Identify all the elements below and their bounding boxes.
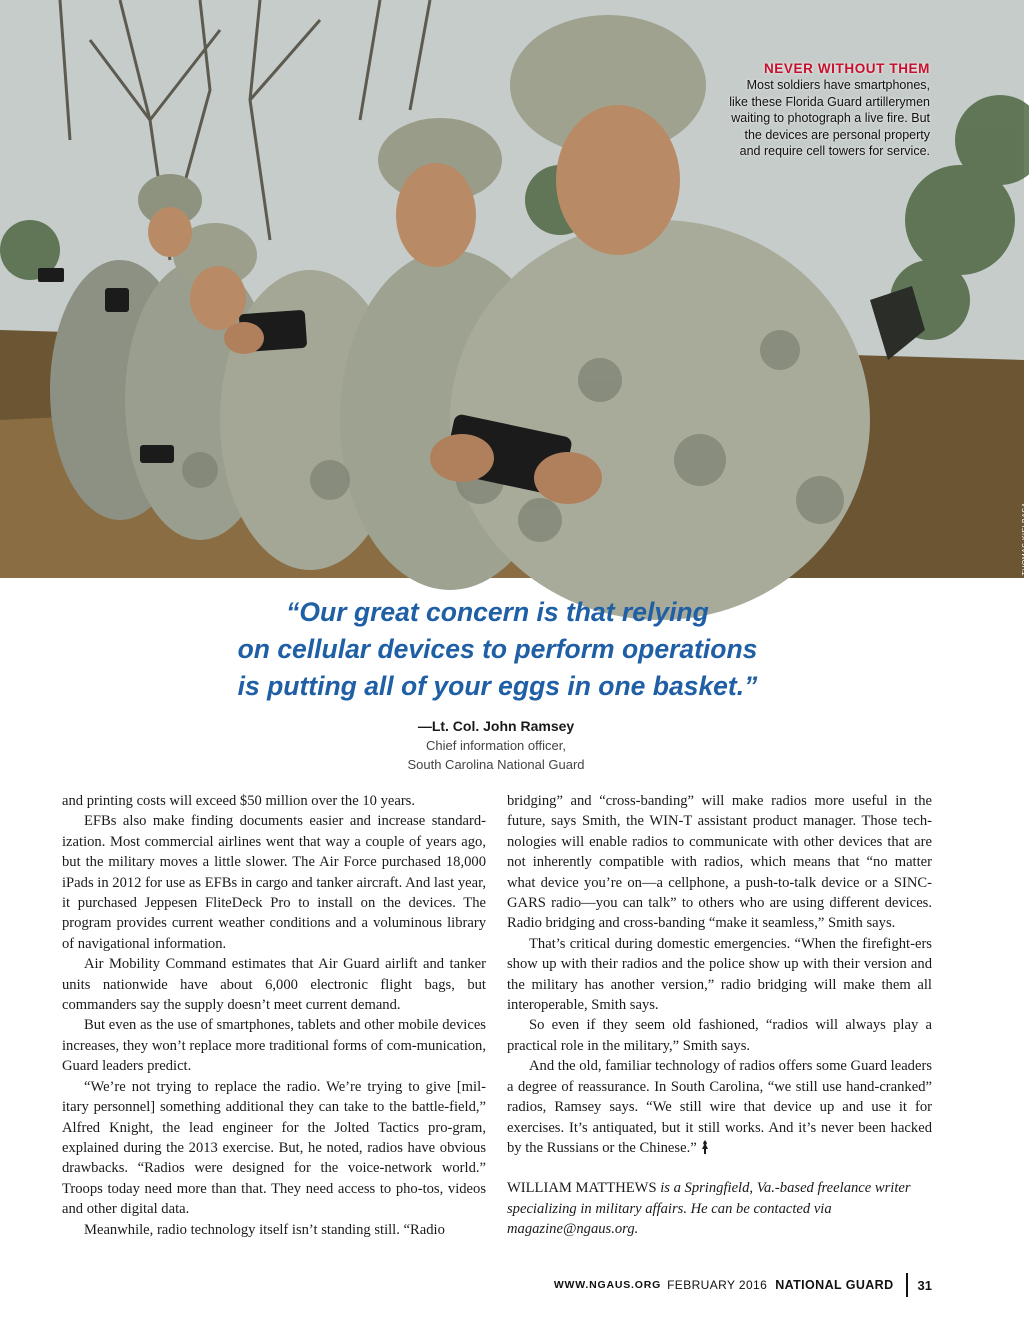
pull-quote	[150, 594, 845, 705]
pull-quote-line: on cellular devices to perform operations	[237, 634, 758, 664]
caption-line: Most soldiers have smartphones,	[746, 78, 930, 92]
paragraph: Air Mobility Command estimates that Air Guard airlift and tanker units nationwide have about 6,000 electronic flight bags, but commanders say the supply doesn’t meet current demand.	[62, 956, 486, 1014]
paragraph: Meanwhile, radio technology itself isn’t standing still. “Radio	[84, 1221, 445, 1238]
end-mark-icon	[701, 1140, 709, 1154]
author-bio	[507, 1178, 932, 1239]
caption-line: and require cell towers for service.	[739, 144, 930, 158]
paragraph: That’s critical during domestic emergencies. “When the firefight-ers show up with their radios and the police show up with their version and the military has another version,” radio bridging will make them all interoperable, Smith says.	[507, 935, 932, 1014]
footer-date: FEBRUARY 2016	[667, 1278, 768, 1292]
author-name: WILLIAM MATTHEWS	[507, 1180, 657, 1197]
paragraph: and printing costs will exceed $50 million over the 10 years.	[62, 793, 416, 809]
page-number: 31	[917, 1277, 932, 1293]
paragraph: bridging” and “cross-banding” will make radios more useful in the future, says Smith, the WIN-T assistant product manager. Those tech-nologies will enable radios to communicate with other devices that are not inherently compatible with radios, which means that “no matter what device you’re on—a cellphone, a push-to-talk device or a SINC-GARS radio—you can talk” to others who are using different devices. Radio bridging and cross-banding “make it seamless,” Smith says.	[507, 793, 932, 932]
paragraph	[507, 1056, 932, 1158]
paragraph: “We’re not trying to replace the radio. We’re trying to give [mil-itary personnel] something additional they can take to the battle-field,” Alfred Knight, the lead engineer for the Jolted Tactics pro-gram, explained during the 2013 exercise. But, he noted, radios have obvious drawbacks. “Radios were designed for the voice-network world.” Troops today need more than that. They need access to pho-tos, videos and other digital data.	[62, 1078, 486, 1218]
paragraph: But even as the use of smartphones, tablets and other mobile devices increases, they won’t replace more traditional forms of com-munication, Guard leaders predict.	[62, 1017, 486, 1075]
caption-title: NEVER WITHOUT THEM	[763, 61, 930, 76]
attribution-title: Chief information officer,	[426, 738, 566, 753]
footer-divider	[906, 1273, 908, 1297]
author-bio-text: is a Springfield, Va.-based freelance writer specializing in military affairs. He can be contacted via magazine@ngaus.org.	[507, 1180, 911, 1238]
caption-line: the devices are personal property	[744, 127, 930, 142]
photo-caption	[670, 60, 930, 160]
paragraph-text: And the old, familiar technology of radios offers some Guard leaders a degree of reassurance. In South Carolina, “we still use hand-cranked” radios, Ramsey says. “We still wire that device up and use it for exercises. It’s antiquated, but it still works. And it’s never been hacked by the Russians or the Chinese.”	[507, 1058, 932, 1156]
attribution-org: South Carolina National Guard	[407, 757, 585, 772]
caption-line: like these Florida Guard artillerymen	[729, 94, 930, 109]
article-column-left	[62, 791, 486, 1240]
quote-attribution	[296, 716, 696, 774]
paragraph: EFBs also make finding documents easier and increase standard-ization. Most commercial airlines went that way a couple of years ago, but the military moves a little slower. The Air Force purchased 18,000 iPads in 2012 for use as EFBs in cargo and tanker aircraft. And last year, it purchased Jeppesen FliteDeck Pro to install on the devices. The program provides current weather conditions and a voluminous library of navigational information.	[62, 813, 486, 952]
pull-quote-line: is putting all of your eggs in one basket.”	[237, 671, 758, 701]
pull-quote-line: “Our great concern is that relying	[286, 597, 709, 627]
footer-magazine-name: NATIONAL GUARD	[775, 1278, 894, 1292]
caption-body	[670, 77, 930, 160]
page-footer	[554, 1274, 932, 1296]
attribution-name: —Lt. Col. John Ramsey	[417, 718, 575, 734]
paragraph: So even if they seem old fashioned, “radios will always play a practical role in the military,” Smith says.	[507, 1017, 932, 1054]
caption-line: waiting to photograph a live fire. But	[731, 111, 930, 125]
footer-website[interactable]: WWW.NGAUS.ORG	[553, 1279, 662, 1291]
photo-credit: MASTER SGT. THOMAS KIELBASA	[1022, 502, 1029, 630]
article-column-right	[507, 791, 932, 1240]
